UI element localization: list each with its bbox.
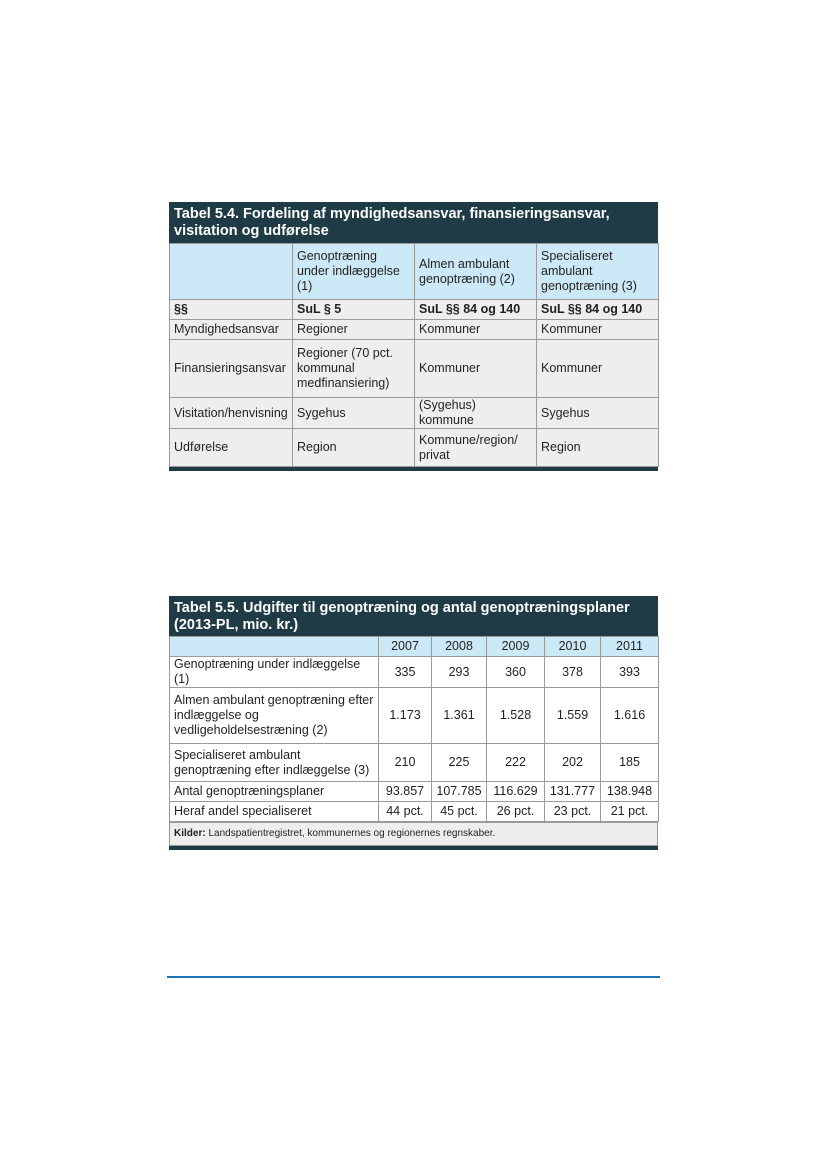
table-cell: 378: [545, 657, 601, 688]
table-5-5-grid: [169, 636, 659, 822]
table-5-4: [169, 202, 658, 471]
table-cell: Regioner (70 pct. kommunal medfinansiering): [293, 340, 415, 398]
table-cell: Kommuner: [415, 340, 537, 398]
table-row: [170, 340, 659, 398]
table-cell: 93.857: [379, 782, 432, 802]
header-year: 2007: [379, 637, 432, 657]
table-cell: 210: [379, 744, 432, 782]
table-5-5-title: Tabel 5.5. Udgifter til genoptræning og antal genoptræningsplaner (2013-PL, mio. kr.): [169, 596, 658, 636]
table-cell: 360: [487, 657, 545, 688]
source-label: Kilder:: [174, 828, 206, 839]
table-cell: 1.361: [432, 688, 487, 744]
table-row: [170, 744, 659, 782]
table-cell: Visitation/henvisning: [170, 398, 293, 429]
table-cell: 21 pct.: [601, 802, 659, 822]
table-cell: 202: [545, 744, 601, 782]
header-cell: Genoptræning under indlæggelse (1): [293, 244, 415, 300]
table-cell: Region: [537, 429, 659, 467]
table-cell: Finansieringsansvar: [170, 340, 293, 398]
table-source-note: [169, 822, 658, 846]
table-cell: Kommuner: [537, 340, 659, 398]
header-cell: Almen ambulant genoptræning (2): [415, 244, 537, 300]
header-year: 2009: [487, 637, 545, 657]
table-cell: 116.629: [487, 782, 545, 802]
table-header-row: [170, 244, 659, 300]
table-cell: Regioner: [293, 320, 415, 340]
table-cell: SuL §§ 84 og 140: [415, 300, 537, 320]
header-year: 2011: [601, 637, 659, 657]
table-cell: 1.616: [601, 688, 659, 744]
table-cell: §§: [170, 300, 293, 320]
table-cell: Sygehus: [537, 398, 659, 429]
table-cell: Udførelse: [170, 429, 293, 467]
table-cell: 393: [601, 657, 659, 688]
table-cell: Sygehus: [293, 398, 415, 429]
footer-rule: [167, 976, 660, 978]
table-row: [170, 657, 659, 688]
header-cell: [170, 244, 293, 300]
row-label: Antal genoptræningsplaner: [170, 782, 379, 802]
table-cell: 131.777: [545, 782, 601, 802]
table-cell: Kommuner: [415, 320, 537, 340]
table-cell: Region: [293, 429, 415, 467]
table-bottom-bar: [169, 467, 658, 471]
header-year: 2008: [432, 637, 487, 657]
table-cell: Kommune/region/ privat: [415, 429, 537, 467]
table-cell: Kommuner: [537, 320, 659, 340]
table-row: [170, 320, 659, 340]
table-cell: Myndighedsansvar: [170, 320, 293, 340]
header-cell: Specialiseret ambulant genoptræning (3): [537, 244, 659, 300]
table-5-4-grid: [169, 243, 659, 467]
row-label: Specialiseret ambulant genoptræning efter indlæggelse (3): [170, 744, 379, 782]
table-cell: 335: [379, 657, 432, 688]
table-cell: 1.528: [487, 688, 545, 744]
table-cell: 185: [601, 744, 659, 782]
table-cell: SuL § 5: [293, 300, 415, 320]
table-cell: SuL §§ 84 og 140: [537, 300, 659, 320]
source-text: Landspatientregistret, kommunernes og regionernes regnskaber.: [208, 828, 496, 839]
table-cell: 23 pct.: [545, 802, 601, 822]
table-row: [170, 688, 659, 744]
table-row: [170, 802, 659, 822]
table-cell: 222: [487, 744, 545, 782]
table-cell: 138.948: [601, 782, 659, 802]
header-cell: [170, 637, 379, 657]
row-label: Genoptræning under indlæggelse (1): [170, 657, 379, 688]
table-row: [170, 429, 659, 467]
table-cell: 225: [432, 744, 487, 782]
table-5-5: [169, 596, 658, 850]
table-cell: 1.173: [379, 688, 432, 744]
table-row: [170, 398, 659, 429]
table-row: [170, 300, 659, 320]
header-year: 2010: [545, 637, 601, 657]
table-cell: 293: [432, 657, 487, 688]
table-cell: 45 pct.: [432, 802, 487, 822]
table-cell: 26 pct.: [487, 802, 545, 822]
table-header-row: [170, 637, 659, 657]
table-bottom-bar: [169, 846, 658, 850]
table-cell: 44 pct.: [379, 802, 432, 822]
table-5-4-title: Tabel 5.4. Fordeling af myndighedsansvar, finansieringsansvar, visitation og udførelse: [169, 202, 658, 243]
row-label: Almen ambulant genoptræning efter indlæggelse og vedligeholdelsestræning (2): [170, 688, 379, 744]
table-cell: 107.785: [432, 782, 487, 802]
table-row: [170, 782, 659, 802]
table-cell: 1.559: [545, 688, 601, 744]
row-label: Heraf andel specialiseret: [170, 802, 379, 822]
table-cell: (Sygehus) kommune: [415, 398, 537, 429]
